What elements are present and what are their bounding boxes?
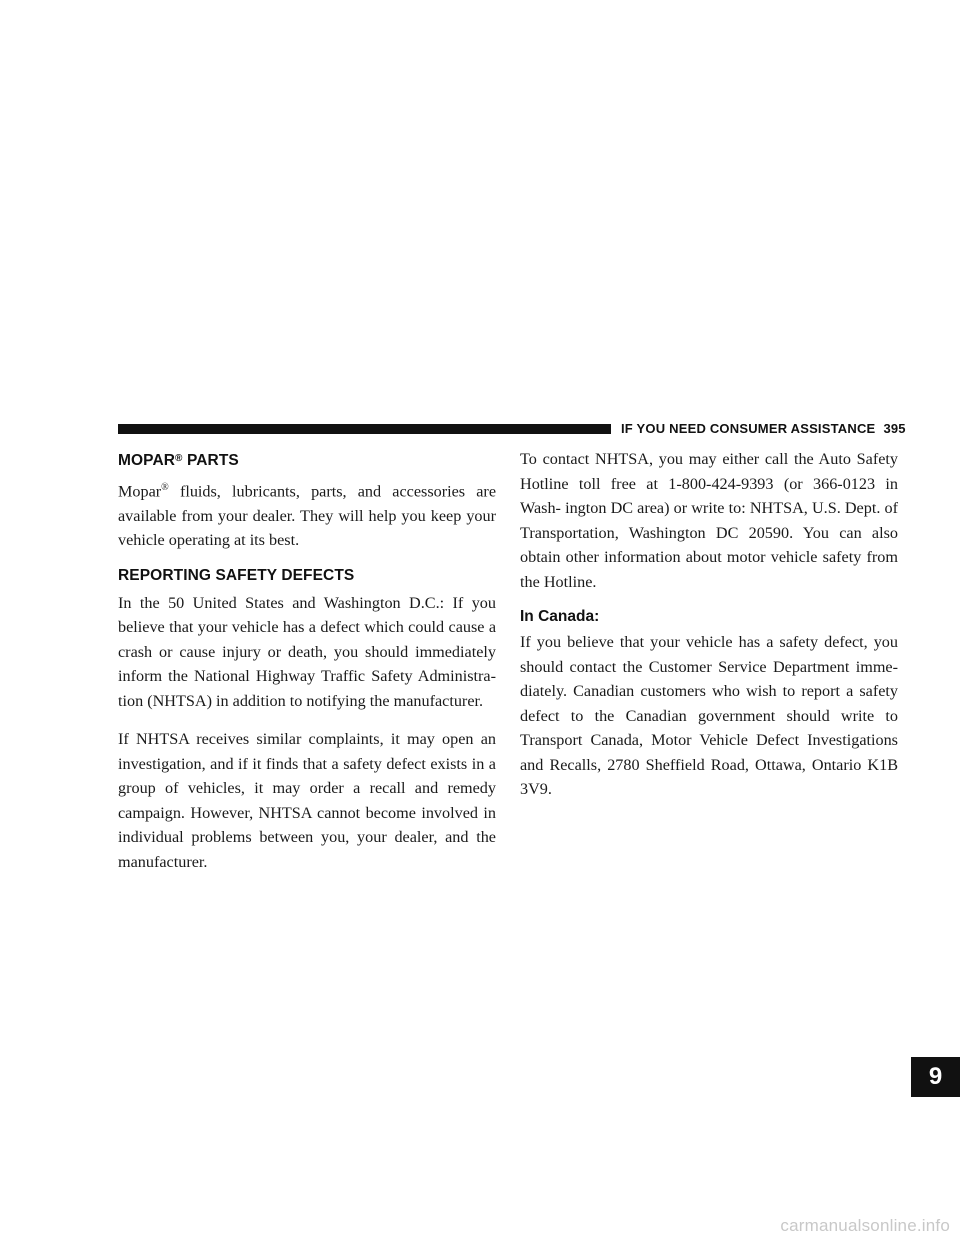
mopar-parts-heading: MOPAR® PARTS <box>118 452 239 469</box>
reporting-paragraph-2: If NHTSA receives similar complaints, it may open an investigation, and if it finds that a safety defect exists in a group of vehicles, it may order a recall and remedy campaign. However, NHTSA cannot become involved in individual problems between you, your dealer, and the manufacturer. <box>118 730 496 871</box>
mopar-parts-paragraph: Mopar® fluids, lubricants, parts, and accessories are available from your dealer. They will help you keep your vehicle operating at its best. <box>118 482 497 550</box>
in-canada-heading: In Canada: <box>520 608 600 625</box>
page-number: 395 <box>883 421 906 436</box>
watermark: carmanualsonline.info <box>780 1216 950 1235</box>
reporting-safety-defects-heading: REPORTING SAFETY DEFECTS <box>118 566 355 584</box>
right-column <box>520 447 898 816</box>
reporting-paragraph-1: In the 50 United States and Washington D.C.: If you believe that your vehicle has a defect which could cause a crash or cause injury or death, you should immediately inform the National Highway Traffic Safety Administra- tion (NHTSA) in addition to notifying the manufacturer. <box>118 593 496 710</box>
running-header <box>621 421 910 436</box>
header-rule <box>118 424 611 434</box>
left-column <box>118 452 496 888</box>
chapter-tab: 9 <box>911 1057 960 1097</box>
canada-paragraph: If you believe that your vehicle has a safety defect, you should contact the Customer Service Department imme- diately. Canadian customers who wish to report a safety defect to the Canadian government should write to Transport Canada, Motor Vehicle Defect Investigations and Recalls, 2780 Sheffield Road, Ottawa, Ontario K1B 3V9. <box>520 633 898 798</box>
nhtsa-contact-paragraph: To contact NHTSA, you may either call the Auto Safety Hotline toll free at 1-800-424-9393 (or 366-0123 in Wash- ington DC area) or write to: NHTSA, U.S. Dept. of Transportation, Washington DC 20590. You can also obtain other information about motor vehicle safety from the Hotline. <box>520 450 898 591</box>
header-title: IF YOU NEED CONSUMER ASSISTANCE <box>621 421 876 436</box>
